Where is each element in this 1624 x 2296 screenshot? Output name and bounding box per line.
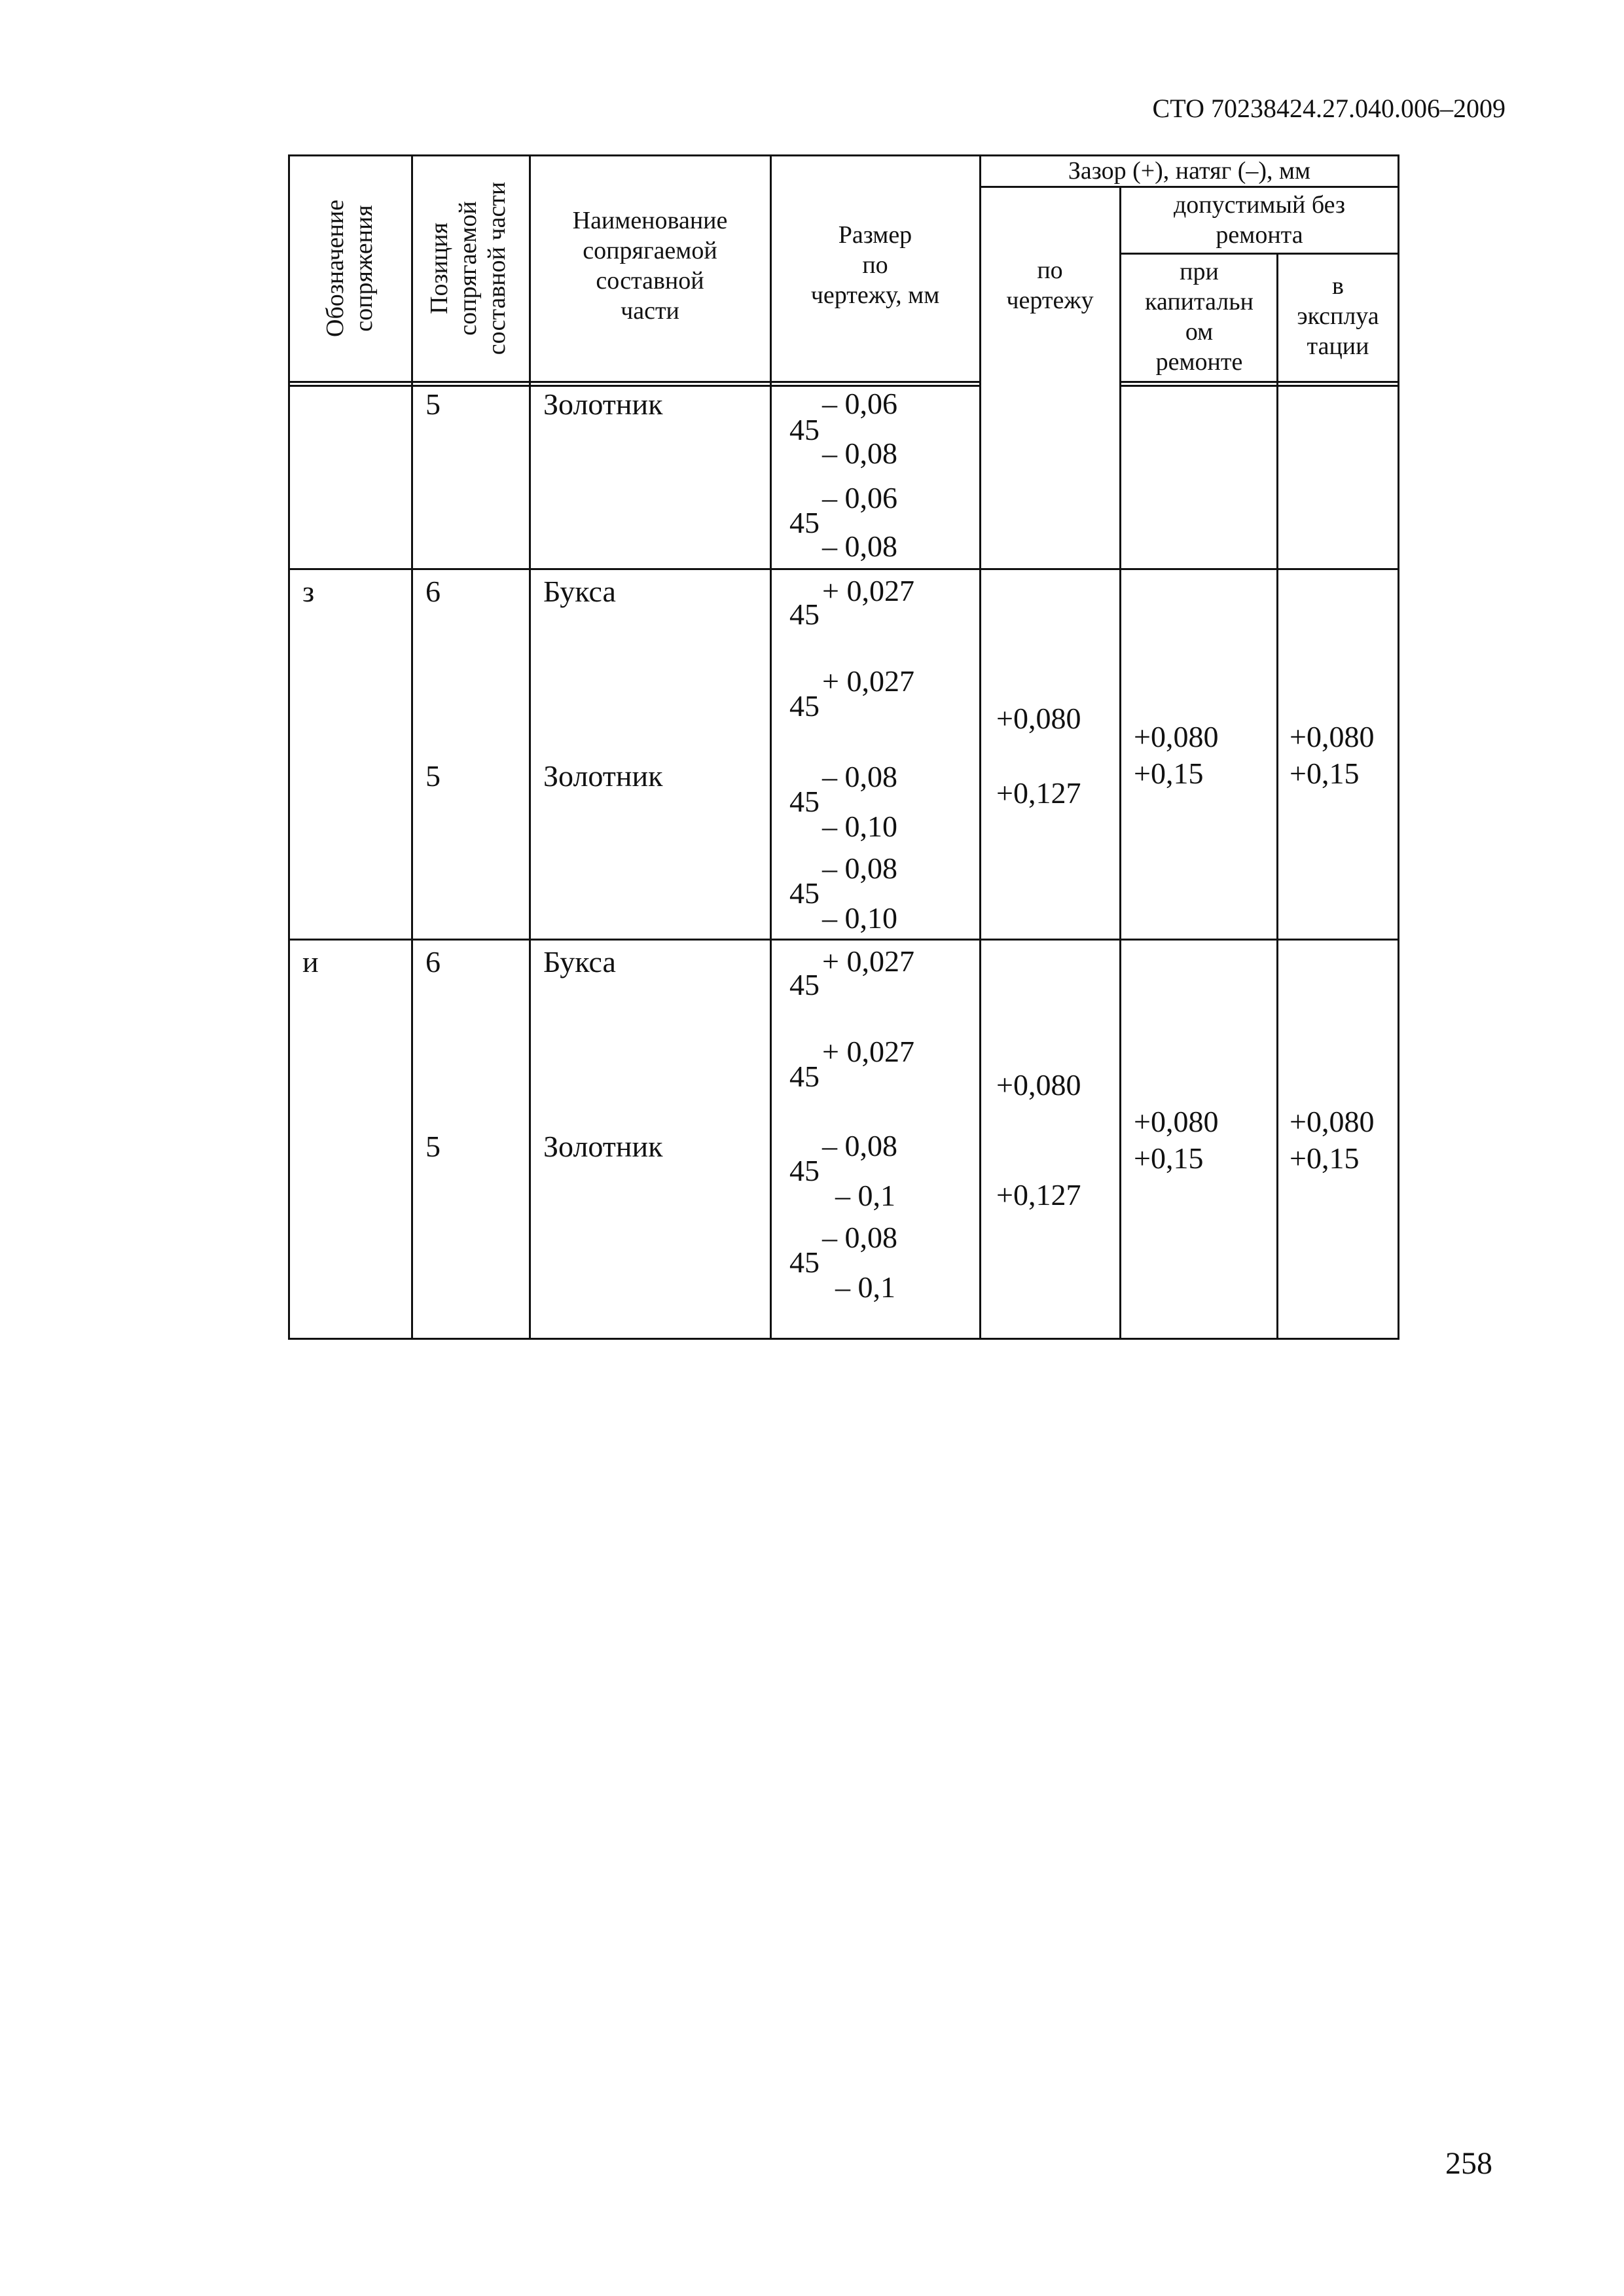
lower-deviation: – 0,08	[822, 437, 897, 470]
header-by-drawing-line2: чертежу	[1006, 287, 1094, 314]
nominal-size: 45	[789, 785, 820, 818]
upper-deviation: – 0,08	[822, 852, 897, 885]
header-capital-line2: капитальн	[1145, 288, 1254, 315]
nominal-size: 45	[789, 1246, 820, 1279]
header-operation-line3: тации	[1307, 332, 1369, 360]
upper-deviation: – 0,06	[822, 481, 897, 514]
row-divider-2	[288, 939, 1399, 941]
row-divider-1	[288, 568, 1399, 570]
col-divider-3	[770, 154, 772, 1340]
nominal-size: 45	[789, 598, 820, 631]
nominal-size: 45	[789, 1060, 820, 1093]
header-capital-line4: ремонте	[1155, 348, 1243, 376]
position-cell: 6	[425, 575, 441, 608]
header-name-line3: составной	[596, 267, 704, 295]
upper-deviation: + 0,027	[822, 944, 914, 978]
nominal-size: 45	[789, 876, 820, 910]
col-divider-1	[411, 154, 413, 1340]
document-header: СТО 70238424.27.040.006–2009	[1152, 94, 1506, 123]
header-name-line2: сопрягаемой	[583, 237, 717, 264]
header-size-line1: Размер	[838, 221, 912, 249]
upper-deviation: + 0,027	[822, 664, 914, 698]
header-designation-line1: Обозначение	[321, 200, 349, 337]
col-divider-5	[1119, 186, 1121, 1340]
header-capital-line3: ом	[1185, 318, 1214, 346]
part-name-cell: Золотник	[543, 1130, 663, 1163]
header-position	[425, 147, 511, 389]
nominal-size: 45	[789, 506, 820, 539]
lower-deviation: – 0,10	[822, 810, 897, 843]
position-cell: 5	[425, 1130, 441, 1163]
header-by-drawing-line1: по	[1037, 257, 1063, 284]
header-size-line2: по	[862, 251, 888, 279]
capital-repair-value: +0,15	[1134, 757, 1204, 790]
lower-deviation: – 0,10	[822, 901, 897, 935]
header-capital-line1: при	[1180, 258, 1219, 285]
part-name-cell: Букса	[543, 575, 616, 608]
in-operation-value: +0,080	[1290, 1105, 1375, 1138]
capital-repair-value: +0,080	[1134, 1105, 1219, 1138]
nominal-size: 45	[789, 413, 820, 446]
part-name-cell: Золотник	[543, 387, 663, 421]
part-name-cell: Букса	[543, 945, 616, 978]
clearance-group-divider	[979, 186, 1399, 188]
header-operation-line1: в	[1332, 272, 1344, 300]
by-drawing-value: +0,127	[996, 776, 1081, 810]
lower-deviation: – 0,08	[822, 529, 897, 563]
col-divider-4	[979, 154, 981, 1340]
nominal-size: 45	[789, 1154, 820, 1187]
header-size-line3: чертежу, мм	[810, 281, 940, 309]
header-by-drawing	[982, 255, 1118, 315]
header-capital-repair	[1122, 257, 1276, 377]
table-left-border	[288, 154, 290, 1340]
part-name-cell: Золотник	[543, 759, 663, 793]
position-cell: 5	[425, 759, 441, 793]
upper-deviation: – 0,08	[822, 1221, 897, 1254]
upper-deviation: – 0,08	[822, 760, 897, 793]
designation-cell: и	[302, 945, 319, 978]
by-drawing-value: +0,080	[996, 702, 1081, 735]
table-bottom-border	[288, 1338, 1399, 1340]
header-allowed-line2: ремонта	[1216, 221, 1303, 249]
nominal-size: 45	[789, 968, 820, 1001]
header-allowed-line1: допустимый без	[1173, 191, 1346, 219]
upper-deviation: – 0,06	[822, 387, 897, 420]
header-in-operation	[1279, 271, 1397, 361]
header-name	[532, 206, 768, 326]
header-allowed-group	[1122, 190, 1397, 250]
designation-cell: з	[302, 575, 315, 608]
header-bottom-border-left	[288, 381, 979, 383]
in-operation-value: +0,080	[1290, 720, 1375, 753]
nominal-size: 45	[789, 689, 820, 723]
header-name-line4: части	[621, 297, 679, 325]
header-designation-line2: сопряжения	[350, 205, 378, 332]
lower-deviation: – 0,1	[835, 1179, 895, 1212]
page-number: 258	[1445, 2146, 1492, 2181]
header-position-line2: сопрягаемой	[454, 201, 482, 336]
col-divider-6	[1276, 253, 1278, 1340]
header-name-line1: Наименование	[572, 207, 728, 234]
position-cell: 6	[425, 945, 441, 978]
in-operation-value: +0,15	[1290, 757, 1360, 790]
by-drawing-value: +0,127	[996, 1178, 1081, 1211]
header-bottom-border-right-double	[1119, 385, 1399, 387]
col-divider-2	[529, 154, 531, 1340]
header-clearance-group: Зазор (+), натяг (–), мм	[1068, 157, 1311, 185]
upper-deviation: + 0,027	[822, 574, 914, 607]
capital-repair-value: +0,15	[1134, 1141, 1204, 1175]
header-bottom-border-right	[1119, 381, 1399, 383]
header-position-line1: Позиция	[425, 223, 453, 314]
header-operation-line2: эксплуа	[1297, 302, 1379, 330]
header-designation	[321, 164, 378, 373]
upper-deviation: + 0,027	[822, 1035, 914, 1068]
capital-repair-value: +0,080	[1134, 720, 1219, 753]
header-size	[772, 220, 978, 310]
by-drawing-value: +0,080	[996, 1068, 1081, 1102]
upper-deviation: – 0,08	[822, 1129, 897, 1162]
lower-deviation: – 0,1	[835, 1270, 895, 1304]
allowed-group-divider	[1119, 253, 1399, 255]
table-right-border	[1398, 154, 1399, 1340]
header-position-line3: составной части	[483, 181, 511, 355]
position-cell: 5	[425, 387, 441, 421]
in-operation-value: +0,15	[1290, 1141, 1360, 1175]
